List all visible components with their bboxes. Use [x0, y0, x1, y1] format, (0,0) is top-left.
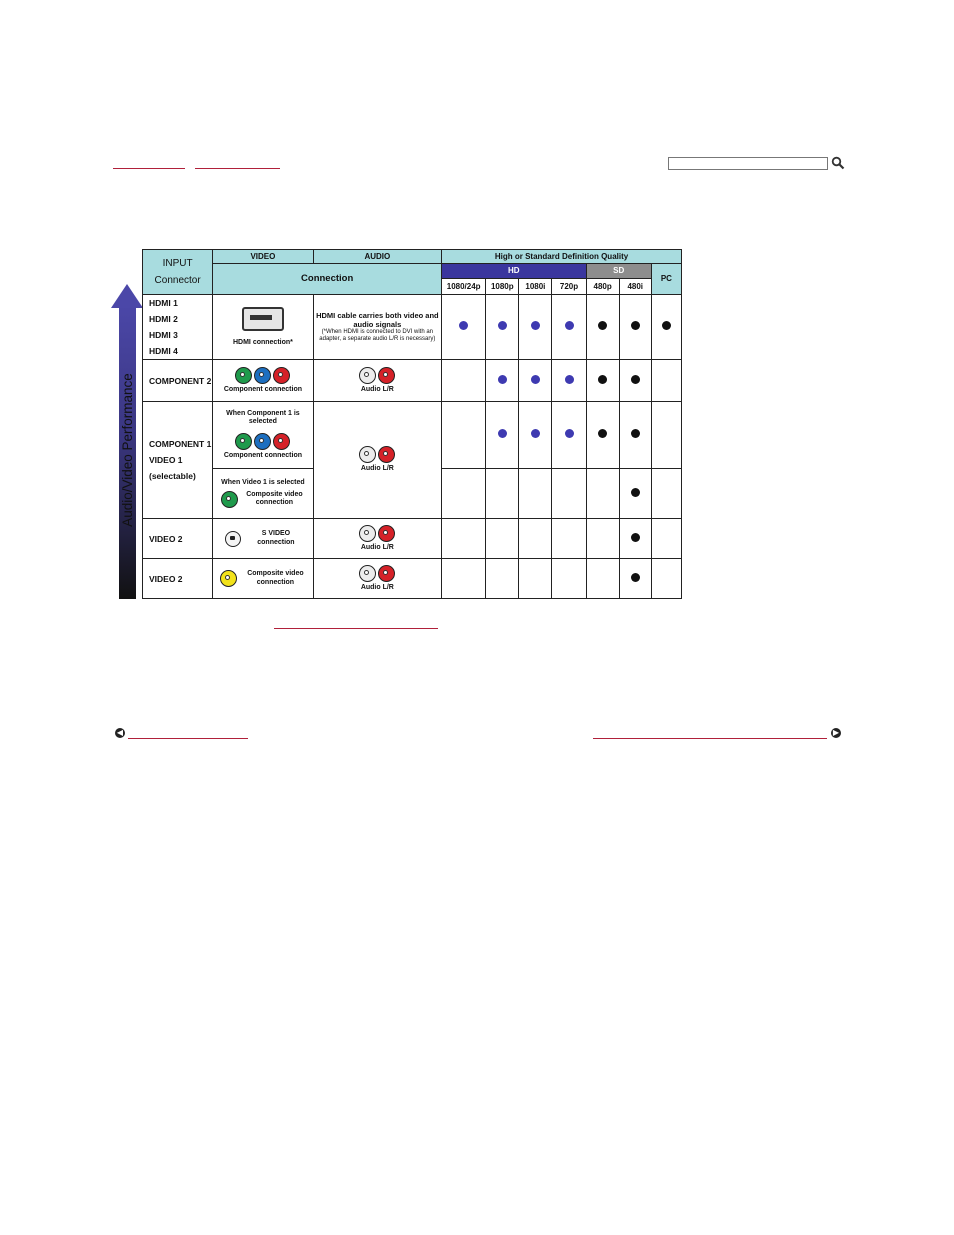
video-top-label: When Video 1 is selected: [221, 479, 305, 487]
mark-cell: [552, 295, 586, 360]
white-jack-icon: [359, 367, 376, 384]
support-dot: [631, 488, 640, 497]
mark-cell: [586, 559, 619, 599]
blue-jack-icon: [254, 433, 271, 450]
connector-video2-composite: [143, 559, 213, 599]
video-svideo: [213, 519, 313, 559]
res-header: 1080i: [519, 279, 552, 295]
audio-hdmi: [313, 295, 441, 360]
mark-cell: [442, 402, 486, 469]
mark-cell: [442, 519, 486, 559]
connector-hdmi: [143, 295, 213, 360]
support-dot: [498, 321, 507, 330]
mark-cell: [519, 519, 552, 559]
video-label: Component connection: [223, 385, 303, 393]
mark-cell: [619, 295, 651, 360]
green-jack-icon: [235, 433, 252, 450]
mark-cell: [486, 402, 519, 469]
video-component2: [213, 360, 313, 402]
mark-cell: [486, 519, 519, 559]
hdmi-port-icon: [242, 307, 284, 331]
support-dot: [498, 429, 507, 438]
connector-line: HDMI 3: [149, 330, 178, 340]
mark-cell: [586, 295, 619, 360]
mark-cell: [486, 360, 519, 402]
white-jack-icon: [359, 525, 376, 542]
next-page-link[interactable]: [593, 738, 827, 739]
connector-line: (selectable): [149, 471, 196, 481]
connector-line: COMPONENT 1: [149, 439, 212, 449]
connector-line: VIDEO 2: [149, 573, 183, 584]
yellow-jack-icon: [220, 570, 237, 587]
video-top-label: When Component 1 is selected: [226, 409, 300, 426]
video-hdmi: [213, 295, 313, 360]
input-connector-header: [143, 250, 213, 295]
audio-svideo: [313, 519, 441, 559]
audio-label: Audio L/R: [360, 385, 394, 393]
blue-jack-icon: [254, 367, 271, 384]
connection-header: Connection: [213, 264, 442, 295]
support-dot: [598, 429, 607, 438]
support-dot: [459, 321, 468, 330]
previous-arrow-icon[interactable]: ◀: [116, 728, 124, 737]
mark-cell: [442, 469, 486, 519]
hd-header: HD: [442, 264, 586, 279]
white-jack-icon: [359, 446, 376, 463]
mark-cell: [486, 559, 519, 599]
quality-header: High or Standard Definition Quality: [442, 250, 682, 264]
audio-component2: [313, 360, 441, 402]
mark-cell: [619, 519, 651, 559]
mark-cell: [552, 559, 586, 599]
support-dot: [598, 375, 607, 384]
support-dot: [498, 375, 507, 384]
support-dot: [565, 321, 574, 330]
connector-line: HDMI 2: [149, 314, 178, 324]
red-jack-icon: [378, 367, 395, 384]
mark-cell: [519, 402, 552, 469]
white-jack-icon: [359, 565, 376, 582]
red-jack-icon: [378, 446, 395, 463]
mark-cell: [519, 559, 552, 599]
red-jack-icon: [378, 525, 395, 542]
audio-component1: [313, 402, 441, 519]
support-dot: [631, 573, 640, 582]
previous-page-link[interactable]: [128, 738, 248, 739]
audio-label: Audio L/R: [360, 465, 394, 473]
video-header: VIDEO: [213, 250, 313, 264]
mark-cell: [586, 519, 619, 559]
video-label: Composite video connection: [247, 570, 304, 586]
mark-cell: [486, 295, 519, 360]
mark-cell: [442, 295, 486, 360]
mark-cell: [651, 360, 681, 402]
connector-video2-svideo: [143, 519, 213, 559]
connector-header: Connector: [154, 275, 201, 286]
connector-component2: [143, 360, 213, 402]
audio-text: HDMI cable carries both video and audio signals: [316, 310, 439, 329]
figure-link[interactable]: [274, 627, 438, 629]
mark-cell: [619, 469, 651, 519]
connector-line: HDMI 1: [149, 298, 178, 308]
connector-line: COMPONENT 2: [149, 375, 212, 386]
support-dot: [531, 429, 540, 438]
video-video1: [213, 469, 313, 519]
support-dot: [565, 429, 574, 438]
top-link-1[interactable]: [113, 156, 185, 169]
mark-cell: [552, 469, 586, 519]
top-link-2[interactable]: [195, 156, 280, 169]
mark-cell: [651, 559, 681, 599]
res-header: 480p: [586, 279, 619, 295]
connector-component1: [143, 402, 213, 519]
audio-label: Audio L/R: [360, 583, 394, 591]
support-dot: [662, 321, 671, 330]
svideo-jack-icon: [225, 531, 241, 547]
mark-cell: [619, 360, 651, 402]
mark-cell: [651, 519, 681, 559]
mark-cell: [486, 469, 519, 519]
audio-header: AUDIO: [313, 250, 441, 264]
next-arrow-icon[interactable]: ▶: [832, 728, 840, 737]
video-label: Component connection: [223, 451, 303, 459]
mark-cell: [619, 402, 651, 469]
search-input[interactable]: [668, 157, 828, 170]
audio-label: Audio L/R: [360, 543, 394, 551]
mark-cell: [586, 402, 619, 469]
mark-cell: [586, 360, 619, 402]
connection-chart-figure: [109, 248, 684, 603]
support-dot: [531, 321, 540, 330]
mark-cell: [651, 469, 681, 519]
video-label: Composite video connection: [246, 490, 303, 507]
connection-table: [142, 249, 682, 599]
support-dot: [531, 375, 540, 384]
video-composite: [213, 559, 313, 599]
res-header: 1080/24p: [442, 279, 486, 295]
connector-line: VIDEO 1: [149, 455, 183, 465]
sd-header: SD: [586, 264, 651, 279]
support-dot: [631, 375, 640, 384]
connector-line: VIDEO 2: [149, 533, 183, 544]
green-jack-icon: [235, 367, 252, 384]
video-component1: [213, 402, 313, 469]
mark-cell: [519, 360, 552, 402]
support-dot: [631, 533, 640, 542]
res-header: 480i: [619, 279, 651, 295]
mark-cell: [651, 295, 681, 360]
video-label: S VIDEO connection: [257, 530, 295, 546]
connector-line: HDMI 4: [149, 346, 178, 356]
green-jack-icon: [221, 491, 238, 508]
mark-cell: [586, 469, 619, 519]
performance-arrow-icon: [111, 284, 143, 308]
red-jack-icon: [273, 367, 290, 384]
support-dot: [565, 375, 574, 384]
mark-cell: [442, 360, 486, 402]
red-jack-icon: [273, 433, 290, 450]
video-label: HDMI connection*: [232, 338, 293, 346]
mark-cell: [442, 559, 486, 599]
support-dot: [631, 321, 640, 330]
res-header: 720p: [552, 279, 586, 295]
pc-header: PC: [651, 264, 681, 295]
mark-cell: [552, 360, 586, 402]
red-jack-icon: [378, 565, 395, 582]
mark-cell: [619, 559, 651, 599]
search-icon[interactable]: [831, 156, 845, 170]
mark-cell: [552, 402, 586, 469]
mark-cell: [519, 295, 552, 360]
support-dot: [598, 321, 607, 330]
audio-note: (*When HDMI is connected to DVI with an adapter, a separate audio L/R is necessary): [319, 328, 436, 342]
audio-composite: [313, 559, 441, 599]
support-dot: [631, 429, 640, 438]
performance-label: Audio/Video Performance: [120, 373, 135, 527]
mark-cell: [651, 402, 681, 469]
res-header: 1080p: [486, 279, 519, 295]
mark-cell: [552, 519, 586, 559]
mark-cell: [519, 469, 552, 519]
input-header: INPUT: [162, 258, 193, 269]
